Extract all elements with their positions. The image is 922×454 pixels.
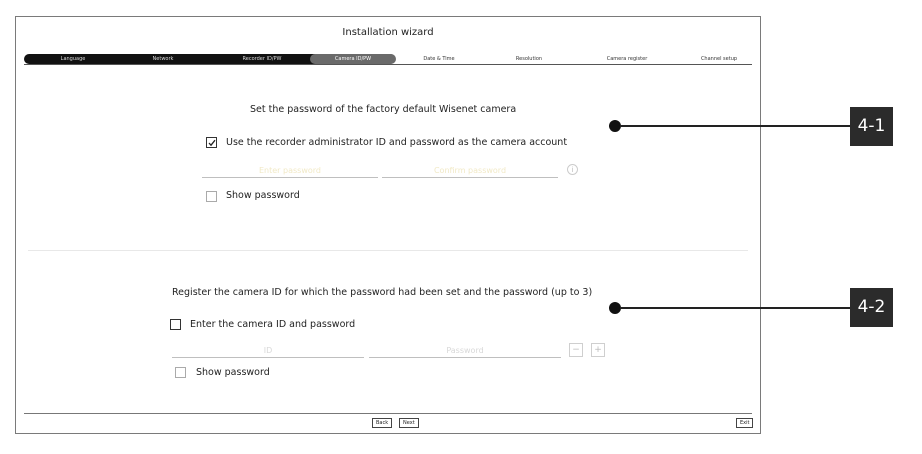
exit-button[interactable]: Exit	[736, 418, 753, 428]
show-password-checkbox-1[interactable]	[206, 191, 217, 202]
installation-wizard-window	[15, 16, 761, 434]
camera-password-field[interactable]: Enter password	[202, 165, 378, 178]
step-recorder-id-pw: Recorder ID/PW	[242, 56, 282, 62]
step-date-time: Date & Time	[423, 56, 455, 62]
step-channel-setup: Channel setup	[700, 56, 738, 62]
step-camera-id-pw: Camera ID/PW	[310, 54, 396, 64]
callout-badge-4-2: 4-2	[850, 288, 893, 327]
info-icon[interactable]: i	[567, 164, 578, 175]
remove-entry-button[interactable]: −	[569, 343, 583, 357]
show-password-label-1: Show password	[226, 190, 300, 201]
enter-camera-id-checkbox[interactable]	[170, 319, 181, 330]
use-recorder-account-label: Use the recorder administrator ID and password as the camera account	[226, 137, 568, 148]
show-password-label-2: Show password	[196, 367, 270, 378]
show-password-checkbox-2[interactable]	[175, 367, 186, 378]
window-title: Installation wizard	[342, 27, 434, 38]
callout-line-4-2	[620, 307, 850, 309]
footer-divider	[24, 413, 752, 414]
step-network: Network	[152, 56, 174, 62]
section2-heading: Register the camera ID for which the password had been set and the password (up to 3)	[172, 287, 593, 298]
camera-confirm-password-field[interactable]: Confirm password	[382, 165, 558, 178]
use-recorder-account-checkbox[interactable]	[206, 137, 217, 148]
callout-line-4-1	[620, 125, 850, 127]
step-resolution: Resolution	[515, 56, 543, 62]
wizard-step-bar	[24, 54, 752, 65]
callout-badge-4-1: 4-1	[850, 107, 893, 146]
checkmark-icon	[208, 139, 216, 147]
section1-heading: Set the password of the factory default Wisenet camera	[250, 104, 517, 115]
camera-id-password-field[interactable]: Password	[369, 345, 561, 358]
enter-camera-id-label: Enter the camera ID and password	[190, 319, 356, 330]
camera-id-field[interactable]: ID	[172, 345, 364, 358]
back-button[interactable]: Back	[372, 418, 392, 428]
next-button[interactable]: Next	[399, 418, 419, 428]
add-entry-button[interactable]: +	[591, 343, 605, 357]
step-language: Language	[60, 56, 86, 62]
section-divider	[28, 250, 748, 251]
step-camera-register: Camera register	[606, 56, 648, 62]
